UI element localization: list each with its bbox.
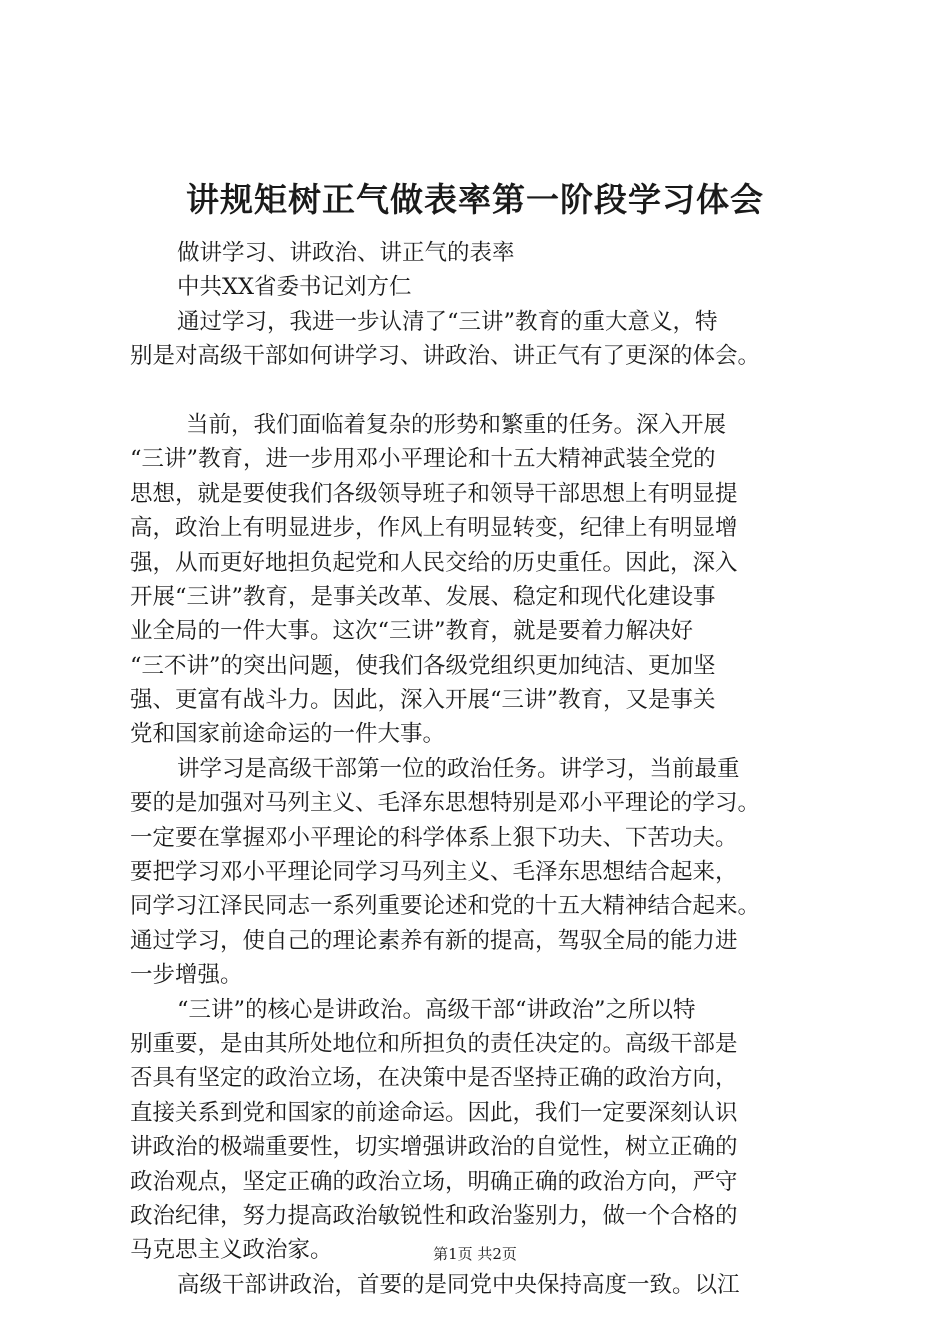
text-line: 否具有坚定的政治立场，在决策中是否坚持正确的政治方向，: [130, 1065, 738, 1092]
document-title: 讲规矩树正气做表率第一阶段学习体会: [186, 180, 764, 219]
text-line: 开展“三讲”教育，是事关改革、发展、稳定和现代化建设事: [130, 583, 716, 610]
text-line: 通过学习，使自己的理论素养有新的提高，驾驭全局的能力进: [130, 927, 738, 954]
text-line: “三讲”教育，进一步用邓小平理论和十五大精神武装全党的: [130, 446, 716, 473]
text-line: 业全局的一件大事。这次“三讲”教育，就是要着力解决好: [130, 618, 694, 645]
text-line: 思想，就是要使我们各级领导班子和领导干部思想上有明显提: [130, 480, 738, 507]
text-line: 别是对高级干部如何讲学习、讲政治、讲正气有了更深的体会。: [130, 343, 761, 370]
text-line: 高，政治上有明显进步，作风上有明显转变，纪律上有明显增: [130, 515, 738, 542]
text-line: 强、更富有战斗力。因此，深入开展“三讲”教育，又是事关: [130, 687, 716, 714]
text-line: 高级干部讲政治，首要的是同党中央保持高度一致。以江: [177, 1271, 740, 1298]
text-line: 通过学习，我进一步认清了“三讲”教育的重大意义，特: [177, 308, 718, 335]
text-line: 政治观点，坚定正确的政治立场，明确正确的政治方向，严守: [130, 1168, 738, 1195]
text-line: 别重要，是由其所处地位和所担负的责任决定的。高级干部是: [130, 1030, 738, 1057]
text-line: 强，从而更好地担负起党和人民交给的历史重任。因此，深入: [130, 549, 738, 576]
document-body: [130, 236, 830, 1302]
page-number: 第1页 共2页: [433, 1245, 517, 1263]
text-line: 直接关系到党和国家的前途命运。因此，我们一定要深刻认识: [130, 1099, 738, 1126]
text-line: “三不讲”的突出问题，使我们各级党组织更加纯洁、更加坚: [130, 652, 716, 679]
text-line: 要把学习邓小平理论同学习马列主义、毛泽东思想结合起来，: [130, 859, 738, 886]
text-line: [130, 374, 830, 408]
text-line: 当前，我们面临着复杂的形势和繁重的任务。深入开展: [186, 411, 727, 438]
text-line: 做讲学习、讲政治、讲正气的表率: [177, 240, 515, 266]
text-line: 党和国家前途命运的一件大事。: [130, 721, 446, 748]
text-line: 讲政治的极端重要性，切实增强讲政治的自觉性，树立正确的: [130, 1134, 738, 1161]
text-line: 要的是加强对马列主义、毛泽东思想特别是邓小平理论的学习。: [130, 790, 761, 817]
text-line: 一定要在掌握邓小平理论的科学体系上狠下功夫、下苦功夫。: [130, 824, 738, 851]
text-line: 政治纪律，努力提高政治敏锐性和政治鉴别力，做一个合格的: [130, 1202, 738, 1229]
text-line: 讲学习是高级干部第一位的政治任务。讲学习，当前最重: [177, 755, 740, 782]
text-line: 同学习江泽民同志一系列重要论述和党的十五大精神结合起来。: [130, 893, 761, 920]
text-line: “三讲”的核心是讲政治。高级干部“讲政治”之所以特: [177, 996, 696, 1023]
text-line: 马克思主义政治家。: [130, 1237, 333, 1264]
text-line: 中共XX省委书记刘方仁: [177, 274, 412, 301]
text-line: 一步增强。: [130, 962, 243, 989]
